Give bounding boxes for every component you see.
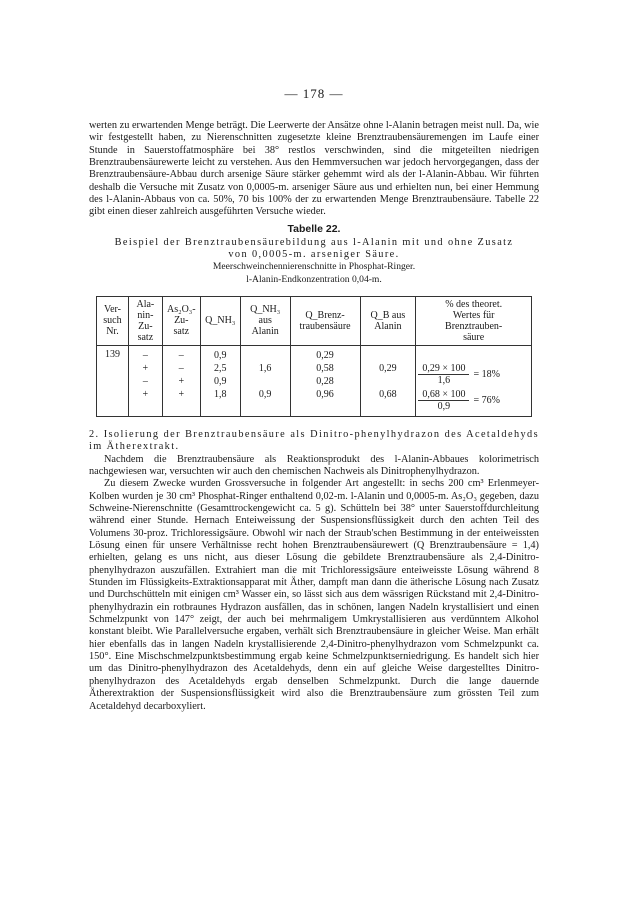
page-number: — 178 — — [284, 86, 344, 101]
paragraph-2: Nachdem die Brenztraubensäure als Reaktionsprodukt des l-Alanin-Abbaues kolorimetrisch nachgewiesen war, versuchten wir auch den chemischen Nachweis als Dinitrophenylhydrazon. — [89, 453, 539, 477]
as2o3-row-2: – — [178, 362, 184, 374]
alanin-row-3: – — [142, 375, 148, 387]
qb-aus-row-1 — [363, 349, 414, 362]
fraction-2-denominator: 0,9 — [437, 401, 451, 413]
table-header-row — [97, 296, 532, 345]
q-brenz-row-3: 0,28 — [316, 375, 334, 387]
fraction-2 — [418, 389, 469, 412]
header-q-nh3-aus-text: Q_NH₃ aus Alanin — [250, 304, 281, 338]
header-as2o3 — [162, 296, 200, 345]
fraction-1-result: = 18% — [473, 369, 500, 381]
table-caption-line4: l-Alanin-Endkonzentration 0,04-m. — [246, 273, 382, 285]
fraction-1 — [418, 363, 469, 386]
q-brenz-row-2: 0,58 — [316, 362, 334, 374]
fraction-2-numerator: 0,68 × 100 — [418, 389, 469, 401]
calc-line-2 — [418, 388, 529, 414]
alanin-row-2: + — [142, 362, 149, 374]
table-caption-line2: von 0,0005-m. arseniger Säure. — [228, 249, 400, 261]
q-brenz-row-1: 0,29 — [316, 349, 334, 361]
header-qb-aus-alanin — [360, 296, 416, 345]
as2o3-row-1: – — [178, 349, 184, 361]
header-percent-theoretical — [416, 296, 532, 345]
cell-as2o3 — [162, 345, 200, 416]
qb-aus-row-4: 0,68 — [379, 388, 397, 400]
header-versuch-text: Ver- such Nr. — [103, 304, 122, 338]
fraction-2-result: = 76% — [473, 395, 500, 407]
cell-alanin — [128, 345, 162, 416]
paragraph-3: Zu diesem Zwecke wurden Grossversuche in folgender Art angestellt: in sechs 200 cm³ Erlenmeyer-Kolben wurden je 30 cm³ Phosphat-Ringer enthaltend 0,02-m. l-Alanin und 0,0005-m. As₂O₃ gegeben, dazu Schweine-Nierenschnitte (Gesamttrockengewicht ca. 5 g). Schütteln bei 38° unter Sauerstoffdurchleitung während einer Stunde. Hernach Enteiweissung der Suspensionsflüssigkeit durch den achten Teil des Volumens 30-proz. Trichloressigsäure. Obwohl wir nach der Straub'schen Bestimmung in der enteiweissten Lösung einen für unsere Verhältnisse recht hohen Brenztraubensäurewert (Q Brenztraubensäure = 1,4) erhielten, gelang es uns nicht, aus dieser Lösung die gebildete Brenztraubensäure als 2,4-Dinitro-phenylhydrazon auszufällen. Extrahiert man die mit Trichloressigsäure enteiweisste Lösung während 8 Stunden im Flüssigkeits-Extraktionsapparat mit Äther, dampft man dann die ätherische Lösung nach Zusatz und Durchschütteln mit einigen cm³ Wasser ein, so lässt sich aus dem wässrigen Rückstand mit 2,4-Dinitro-phenylhydrazin ein rotbraunes Hydrazon ausfällen, das in schönen, langen Nadeln krystallisiert und einen Schmelzpunkt von 147° zeigt, der auch bei mehrmaligem Umkrystallisieren aus verdünntem Alkohol konstant bleibt. Wie Parallelversuche ergaben, verhält sich Brenztraubensäure in gleicher Weise. Man erhält hier ebenfalls das in langen Nadeln krystallisierende 2,4-Dinitro-phenylhydrazon vom Schmelzpunkt ca. 150°. Eine Mischschmelzpunktsbestimmung ergab keine Schmelzpunktserniedrigung. Es handelt sich hier um das Dinitro-phenylhydrazon des Acetaldehyds, denn ein auf gleiche Weise dargestelltes Dinitro-phenylhydrazon des Acetaldehyds ergab denselben Schmelzpunkt. Durch die lange dauernde Ätherextraktion der Suspensionsflüssigkeit wird also die Brenztraubensäure zum grössten Teil zum Acetaldehyd decarboxyliert. — [89, 478, 539, 712]
header-percent-text: % des theoret. Wertes für Brenztrauben- säure — [445, 298, 503, 343]
q-nh3-row-4: 1,8 — [214, 388, 227, 400]
cell-q-nh3 — [200, 345, 240, 416]
q-nh3-aus-row-4: 0,9 — [258, 388, 272, 400]
qb-aus-row-3 — [363, 375, 414, 388]
table-caption-line1: Beispiel der Brenztraubensäurebildung aus l-Alanin mit und ohne Zusatz — [114, 236, 514, 248]
q-nh3-aus-row-2: 1,6 — [258, 362, 272, 374]
data-table — [96, 296, 532, 417]
section-heading: 2. Isolierung der Brenztraubensäure als Dinitro-phenylhydrazon des Acetaldehyds im Ätherextrakt. — [89, 428, 539, 453]
as2o3-row-4: + — [178, 388, 185, 400]
header-as2o3-text: As₂O₃- Zu- satz — [166, 304, 196, 338]
qb-aus-row-2: 0,29 — [379, 362, 397, 374]
header-alanin — [128, 296, 162, 345]
cell-qb-aus — [360, 345, 416, 416]
cell-versuch-nr — [97, 345, 129, 416]
as2o3-row-3: + — [178, 375, 185, 387]
header-versuch — [97, 296, 129, 345]
header-qb-aus-text: Q_B aus Alanin — [370, 309, 406, 332]
fraction-1-numerator: 0,29 × 100 — [418, 363, 469, 375]
header-q-nh3 — [200, 296, 240, 345]
versuch-nr: 139 — [104, 348, 120, 360]
alanin-row-1: – — [142, 349, 148, 361]
fraction-1-denominator: 1,6 — [437, 375, 451, 387]
q-nh3-row-2: 2,5 — [214, 362, 227, 374]
q-brenz-row-4: 0,96 — [316, 388, 334, 400]
header-q-brenztraubensaeure — [290, 296, 360, 345]
calc-line-1 — [418, 362, 529, 388]
header-alanin-text: Ala- nin- Zu- satz — [136, 298, 155, 343]
header-q-nh3-text: Q_NH₃ — [205, 315, 236, 327]
q-nh3-aus-row-1 — [243, 349, 288, 362]
q-nh3-row-3: 0,9 — [214, 375, 227, 387]
paragraph-1: werten zu erwartenden Menge beträgt. Die Leerwerte der Ansätze ohne l-Alanin betragen meist null. Da, wie wir festgestellt haben, zu Nierenschnitten zugesetzte kleine Brenztraubensäuremengen im Laufe einer Stunde in Sauerstoffatmosphäre bei 38° restlos verschwinden, sind die mitgeteilten niedrigen Brenztraubensäurewerte leicht zu verstehen. Aus den Hemmversuchen war jedoch hervorgegangen, dass der Brenztraubensäure-Abbau durch arsenige Säure stärker gehemmt wird als der l-Alanin-Abbau. Wir führten deshalb die Versuche mit Zusatz von 0,0005-m. arseniger Säure aus und erhielten nun, bei einer Hemmung des l-Alanin-Abbaus von ca. 50%, 70 bis 100% der zu erwartenden Menge Brenztraubensäure. Tabelle 22 gibt einen dieser zahlreich ausgeführten Versuche wieder. — [89, 120, 539, 218]
cell-percent — [416, 345, 532, 416]
table-row — [97, 345, 532, 416]
cell-q-brenz — [290, 345, 360, 416]
header-q-brenz-text: Q_Brenz- traubensäure — [299, 309, 351, 332]
page — [89, 86, 539, 713]
table-caption-line3: Meerschweinchennierenschnitte in Phosphat-Ringer. — [212, 261, 416, 273]
q-nh3-aus-row-3 — [243, 375, 288, 388]
header-q-nh3-aus-alanin — [240, 296, 290, 345]
q-nh3-row-1: 0,9 — [214, 349, 227, 361]
alanin-row-4: + — [142, 388, 149, 400]
cell-q-nh3-aus — [240, 345, 290, 416]
table-number: Tabelle 22. — [287, 222, 341, 235]
